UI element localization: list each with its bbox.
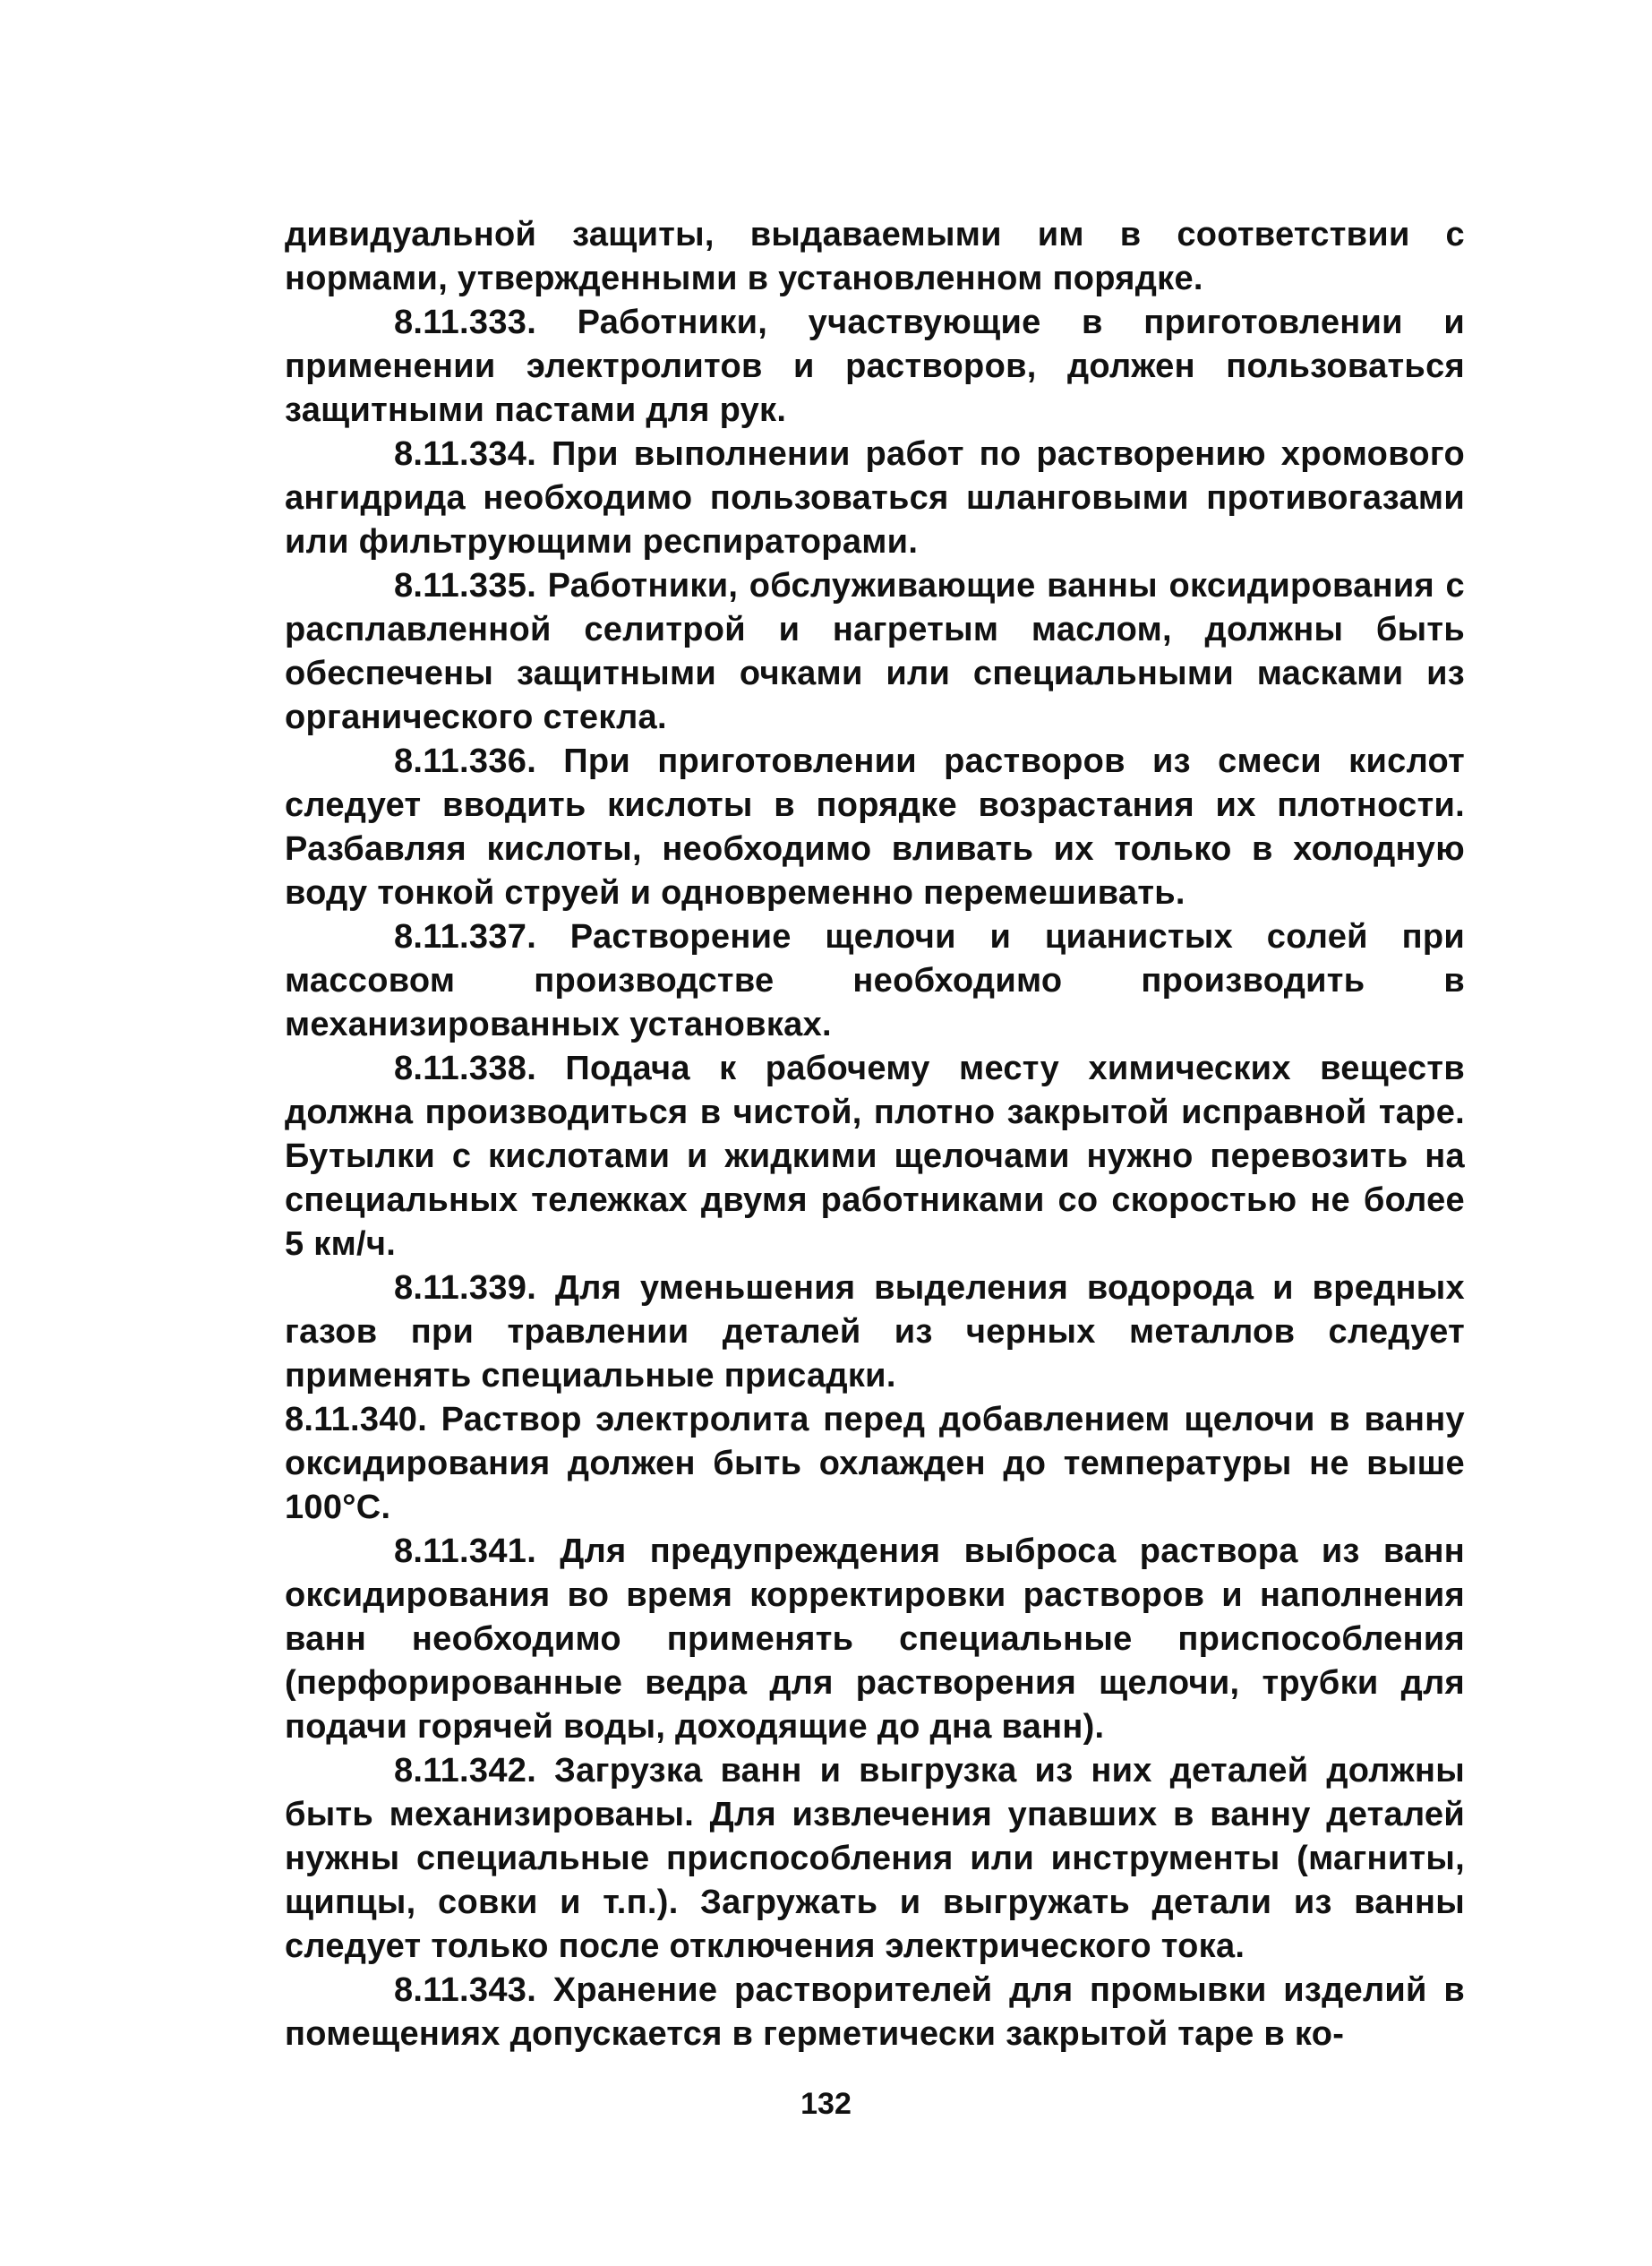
- paragraph-8-11-337: 8.11.337. Растворение щелочи и цианистых солей при массовом производстве необходимо производить в механизированных установках.: [285, 918, 1465, 1043]
- paragraph-8-11-338: 8.11.338. Подача к рабочему месту химических веществ должна производиться в чистой, плотно закрытой исправной таре. Бутылки с кислотами и жидкими щелочами нужно перевозить на специальных тележках двумя работниками со скоростью не более 5 км/ч.: [285, 1050, 1465, 1263]
- paragraph-8-11-333: 8.11.333. Работники, участвующие в приготовлении и применении электролитов и растворов, должен пользоваться защитными пастами для рук.: [285, 304, 1465, 429]
- paragraph-8-11-334: 8.11.334. При выполнении работ по растворению хромового ангидрида необходимо пользоваться шланговыми противогазами или фильтрующими респираторами.: [285, 435, 1465, 561]
- paragraph-8-11-336: 8.11.336. При приготовлении растворов из смеси кислот следует вводить кислоты в порядке возрастания их плотности. Разбавляя кислоты, необходимо вливать их только в холодную воду тонкой струей и одновременно перемешивать.: [285, 742, 1465, 912]
- document-body: [285, 213, 1465, 2056]
- paragraph-8-11-335: 8.11.335. Работники, обслуживающие ванны оксидирования с расплавленной селитрой и нагретым маслом, должны быть обеспечены защитными очками или специальными масками из органического стекла.: [285, 567, 1465, 736]
- page-number: 132: [800, 2087, 852, 2121]
- paragraph-8-11-342: 8.11.342. Загрузка ванн и выгрузка из них деталей должны быть механизированы. Для извлечения упавших в ванну деталей нужны специальные приспособления или инструменты (магниты, щипцы, совки и т.п.). Загружать и выгружать детали из ванны следует только после отключения электрического тока.: [285, 1752, 1465, 1965]
- paragraph-8-11-343: 8.11.343. Хранение растворителей для промывки изделий в помещениях допускается в герметически закрытой таре в ко-: [285, 1971, 1465, 2053]
- paragraph-8-11-340: 8.11.340. Раствор электролита перед добавлением щелочи в ванну оксидирования должен быть охлажден до температуры не выше 100°С.: [285, 1401, 1465, 1526]
- paragraph-continuation: дивидуальной защиты, выдаваемыми им в соответствии с нормами, утвержденными в установленном порядке.: [285, 216, 1465, 297]
- paragraph-8-11-341: 8.11.341. Для предупреждения выброса раствора из ванн оксидирования во время корректировки растворов и наполнения ванн необходимо применять специальные приспособления (перфорированные ведра для растворения щелочи, трубки для подачи горячей воды, доходящие до дна ванн).: [285, 1532, 1465, 1746]
- paragraph-8-11-339: 8.11.339. Для уменьшения выделения водорода и вредных газов при травлении деталей из черных металлов следует применять специальные присадки.: [285, 1269, 1465, 1395]
